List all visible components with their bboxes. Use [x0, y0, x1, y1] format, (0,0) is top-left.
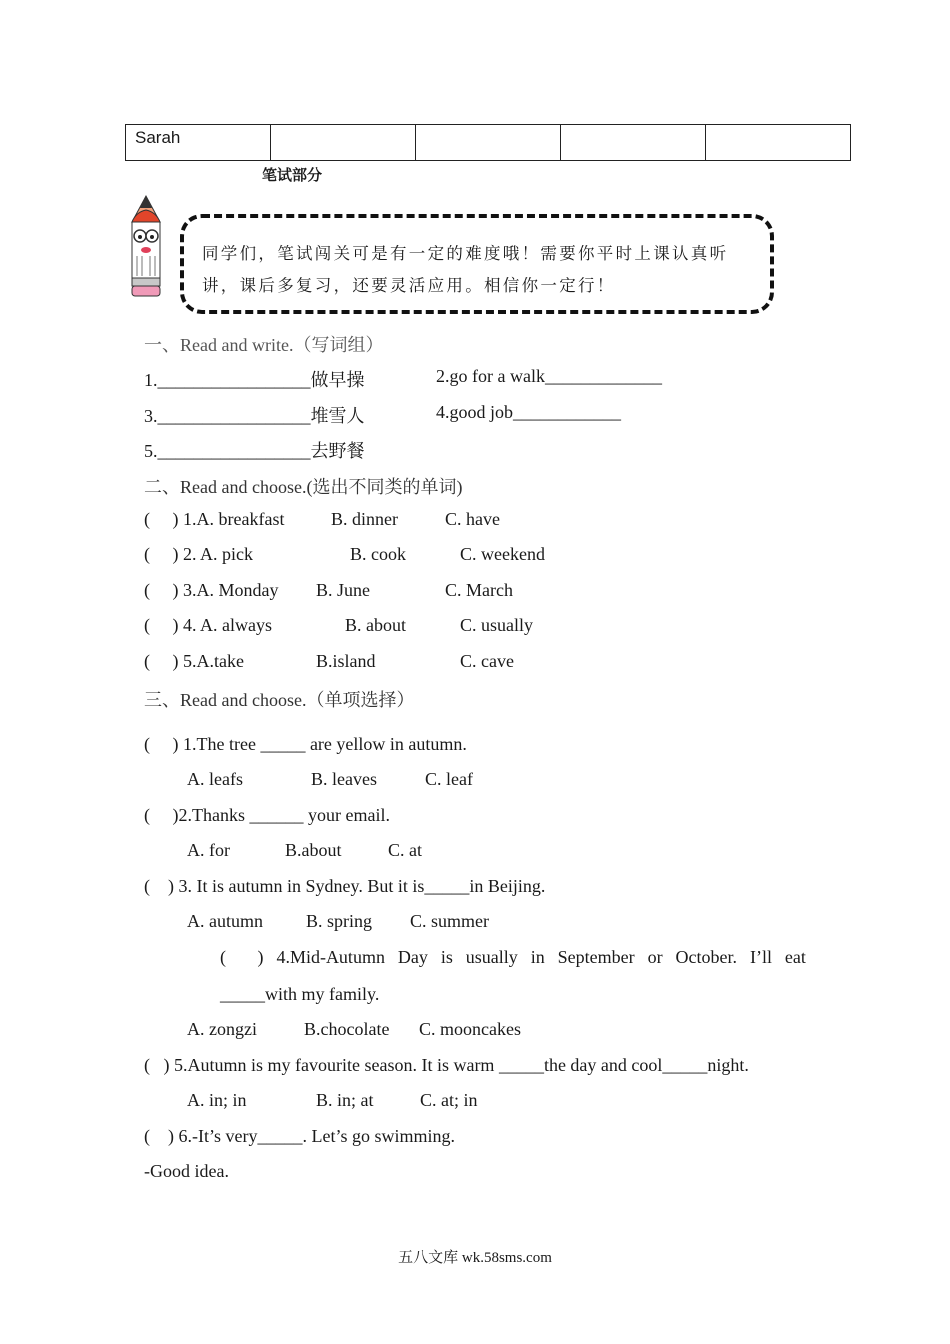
option-b: B. spring — [306, 911, 373, 931]
footer-watermark: 五八文库 wk.58sms.com — [398, 1250, 552, 1266]
option-b: B. June — [316, 580, 370, 600]
answer-paren: ( ) — [220, 947, 264, 967]
stem-word: usually — [465, 947, 518, 967]
stem-word: is — [440, 947, 453, 967]
stem-word: or — [647, 947, 663, 967]
option-a: A. leafs — [187, 769, 243, 789]
option-c: C. summer — [410, 911, 489, 931]
option-c: C. March — [445, 580, 513, 600]
option-c: C. leaf — [425, 769, 473, 789]
option-c: C. at — [388, 840, 422, 860]
stem-word: September — [557, 947, 635, 967]
option-b: B.island — [316, 651, 376, 671]
fill-item: 3._________________堆雪人 — [144, 406, 365, 426]
option-b: B. about — [345, 615, 406, 635]
section-heading: 笔试部分 — [262, 166, 323, 184]
option-c: C. at; in — [420, 1090, 478, 1110]
question-reply: -Good idea. — [144, 1161, 229, 1181]
table-cell-name: Sarah — [126, 125, 271, 161]
option-c: C. cave — [460, 651, 514, 671]
question-stem: ( ) 6.-It’s very_____. Let’s go swimming. — [144, 1126, 455, 1146]
question-stem: ( ) 1.A. breakfast — [144, 509, 285, 529]
pencil-mascot-icon — [126, 194, 166, 298]
note-text-line: 讲，课后多复习，还要灵活应用。相信你一定行！ — [202, 276, 616, 295]
option-c: C. have — [445, 509, 500, 529]
option-b: B. cook — [350, 544, 406, 564]
option-c: C. mooncakes — [419, 1019, 521, 1039]
question-stem: ( ) 1.The tree _____ are yellow in autumn. — [144, 734, 467, 754]
question-stem-cont: _____with my family. — [220, 984, 380, 1004]
fill-item: 5._________________去野餐 — [144, 441, 365, 461]
fill-item: 1._________________做早操 — [144, 370, 365, 390]
fill-item: 2.go for a walk_____________ — [436, 366, 662, 386]
question-stem: ( ) 5.A.take — [144, 651, 244, 671]
option-b: B.about — [285, 840, 342, 860]
question-stem: ( ) 2. A. pick — [144, 544, 253, 564]
option-a: A. in; in — [187, 1090, 247, 1110]
option-a: A. for — [187, 840, 230, 860]
option-a: A. zongzi — [187, 1019, 257, 1039]
stem-word: October. — [675, 947, 738, 967]
option-c: C. weekend — [460, 544, 545, 564]
note-box — [180, 214, 774, 314]
option-b: B.chocolate — [304, 1019, 390, 1039]
question-stem: ( ) 3. It is autumn in Sydney. But it is_____in Beijing. — [144, 876, 546, 896]
option-c: C. usually — [460, 615, 534, 635]
stem-word: I’ll — [749, 947, 772, 967]
question-stem: ( )2.Thanks ______ your email. — [144, 805, 390, 825]
stem-word: eat — [784, 947, 806, 967]
section-title: 一、Read and write.（写词组） — [144, 335, 384, 355]
table-cell — [271, 125, 416, 161]
note-text-line: 同学们，笔试闯关可是有一定的难度哦！需要你平时上课认真听 — [202, 244, 729, 263]
table-cell — [416, 125, 561, 161]
question-stem — [220, 947, 806, 968]
question-stem: ( ) 5.Autumn is my favourite season. It is warm _____the day and cool_____night. — [144, 1055, 749, 1075]
option-b: B. dinner — [331, 509, 398, 529]
score-table — [125, 124, 851, 161]
table-cell — [706, 125, 851, 161]
stem-word: in — [530, 947, 545, 967]
table-cell — [561, 125, 706, 161]
table-row — [126, 125, 851, 161]
stem-word: 4.Mid-Autumn — [276, 947, 385, 967]
stem-word: Day — [397, 947, 428, 967]
question-stem: ( ) 3.A. Monday — [144, 580, 279, 600]
option-b: B. in; at — [316, 1090, 374, 1110]
fill-item: 4.good job____________ — [436, 402, 622, 422]
section-title: 二、Read and choose.(选出不同类的单词) — [144, 477, 463, 497]
option-a: A. autumn — [187, 911, 263, 931]
question-stem: ( ) 4. A. always — [144, 615, 272, 635]
section-title: 三、Read and choose.（单项选择） — [144, 690, 415, 710]
option-b: B. leaves — [311, 769, 377, 789]
